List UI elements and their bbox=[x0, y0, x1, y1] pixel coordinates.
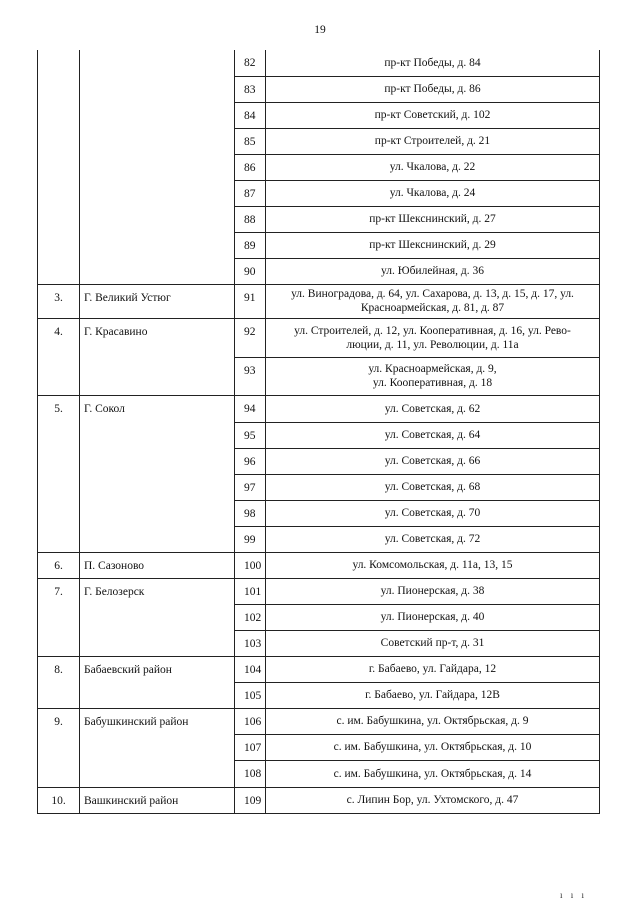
address-cell: ул. Советская, д. 64 bbox=[266, 422, 600, 448]
address-table bbox=[37, 50, 600, 814]
address-cell: с. Липин Бор, ул. Ухтомского, д. 47 bbox=[266, 787, 600, 813]
address-cell: пр-кт Победы, д. 86 bbox=[266, 76, 600, 102]
item-number: 90 bbox=[235, 258, 266, 284]
locality-name: Бабушкинский район bbox=[80, 708, 235, 787]
item-number: 104 bbox=[235, 656, 266, 682]
locality-name: Г. Сокол bbox=[80, 395, 235, 552]
table-row bbox=[38, 395, 600, 422]
table-row bbox=[38, 578, 600, 604]
locality-name bbox=[80, 50, 235, 284]
address-cell: ул. Советская, д. 68 bbox=[266, 474, 600, 500]
table-row bbox=[38, 656, 600, 682]
item-number: 106 bbox=[235, 708, 266, 734]
address-cell: пр-кт Советский, д. 102 bbox=[266, 102, 600, 128]
address-cell: ул. Пионерская, д. 40 bbox=[266, 604, 600, 630]
item-number: 108 bbox=[235, 760, 266, 787]
item-number: 96 bbox=[235, 448, 266, 474]
address-cell: ул. Строителей, д. 12, ул. Кооперативная, д. 16, ул. Рево- люции, д. 11, ул. Революции, д. 11а bbox=[266, 318, 600, 357]
group-number: 9. bbox=[38, 708, 80, 787]
item-number: 100 bbox=[235, 552, 266, 578]
table-row bbox=[38, 552, 600, 578]
address-cell: ул. Советская, д. 66 bbox=[266, 448, 600, 474]
address-cell: с. им. Бабушкина, ул. Октябрьская, д. 10 bbox=[266, 734, 600, 760]
item-number: 91 bbox=[235, 284, 266, 318]
table-row bbox=[38, 787, 600, 813]
address-cell: с. им. Бабушкина, ул. Октябрьская, д. 9 bbox=[266, 708, 600, 734]
table-row bbox=[38, 318, 600, 357]
table-row bbox=[38, 708, 600, 734]
locality-name: Г. Красавино bbox=[80, 318, 235, 395]
table-row bbox=[38, 50, 600, 76]
group-number: 7. bbox=[38, 578, 80, 656]
locality-name: Г. Белозерск bbox=[80, 578, 235, 656]
address-cell: ул. Чкалова, д. 24 bbox=[266, 180, 600, 206]
item-number: 87 bbox=[235, 180, 266, 206]
item-number: 103 bbox=[235, 630, 266, 656]
page-number: 19 bbox=[314, 24, 326, 36]
address-cell: ул. Советская, д. 72 bbox=[266, 526, 600, 552]
item-number: 94 bbox=[235, 395, 266, 422]
address-cell: г. Бабаево, ул. Гайдара, 12 bbox=[266, 656, 600, 682]
item-number: 86 bbox=[235, 154, 266, 180]
locality-name: Г. Великий Устюг bbox=[80, 284, 235, 318]
item-number: 88 bbox=[235, 206, 266, 232]
item-number: 83 bbox=[235, 76, 266, 102]
item-number: 82 bbox=[235, 50, 266, 76]
locality-name: Бабаевский район bbox=[80, 656, 235, 708]
address-cell: ул. Юбилейная, д. 36 bbox=[266, 258, 600, 284]
group-number: 10. bbox=[38, 787, 80, 813]
table-row bbox=[38, 284, 600, 318]
group-number bbox=[38, 50, 80, 284]
item-number: 101 bbox=[235, 578, 266, 604]
item-number: 109 bbox=[235, 787, 266, 813]
address-cell: пр-кт Шекснинский, д. 27 bbox=[266, 206, 600, 232]
address-cell: ул. Комсомольская, д. 11а, 13, 15 bbox=[266, 552, 600, 578]
locality-name: Вашкинский район bbox=[80, 787, 235, 813]
item-number: 107 bbox=[235, 734, 266, 760]
group-number: 3. bbox=[38, 284, 80, 318]
item-number: 92 bbox=[235, 318, 266, 357]
item-number: 95 bbox=[235, 422, 266, 448]
address-cell: ул. Советская, д. 70 bbox=[266, 500, 600, 526]
item-number: 84 bbox=[235, 102, 266, 128]
group-number: 4. bbox=[38, 318, 80, 395]
address-cell: с. им. Бабушкина, ул. Октябрьская, д. 14 bbox=[266, 760, 600, 787]
locality-name: П. Сазоново bbox=[80, 552, 235, 578]
item-number: 97 bbox=[235, 474, 266, 500]
item-number: 105 bbox=[235, 682, 266, 708]
item-number: 93 bbox=[235, 357, 266, 395]
group-number: 6. bbox=[38, 552, 80, 578]
address-cell: Советский пр-т, д. 31 bbox=[266, 630, 600, 656]
address-cell: ул. Пионерская, д. 38 bbox=[266, 578, 600, 604]
address-cell: ул. Советская, д. 62 bbox=[266, 395, 600, 422]
address-cell: ул. Виноградова, д. 64, ул. Сахарова, д. 13, д. 15, д. 17, ул. Красноармейская, д. 81, д. 87 bbox=[266, 284, 600, 318]
address-cell: пр-кт Шекснинский, д. 29 bbox=[266, 232, 600, 258]
item-number: 99 bbox=[235, 526, 266, 552]
address-cell: пр-кт Победы, д. 84 bbox=[266, 50, 600, 76]
address-cell: ул. Красноармейская, д. 9, ул. Кооперативная, д. 18 bbox=[266, 357, 600, 395]
group-number: 5. bbox=[38, 395, 80, 552]
item-number: 89 bbox=[235, 232, 266, 258]
address-cell: г. Бабаево, ул. Гайдара, 12В bbox=[266, 682, 600, 708]
item-number: 102 bbox=[235, 604, 266, 630]
item-number: 98 bbox=[235, 500, 266, 526]
address-cell: ул. Чкалова, д. 22 bbox=[266, 154, 600, 180]
group-number: 8. bbox=[38, 656, 80, 708]
item-number: 85 bbox=[235, 128, 266, 154]
address-cell: пр-кт Строителей, д. 21 bbox=[266, 128, 600, 154]
footer-marks: ı ı ı bbox=[559, 890, 587, 900]
